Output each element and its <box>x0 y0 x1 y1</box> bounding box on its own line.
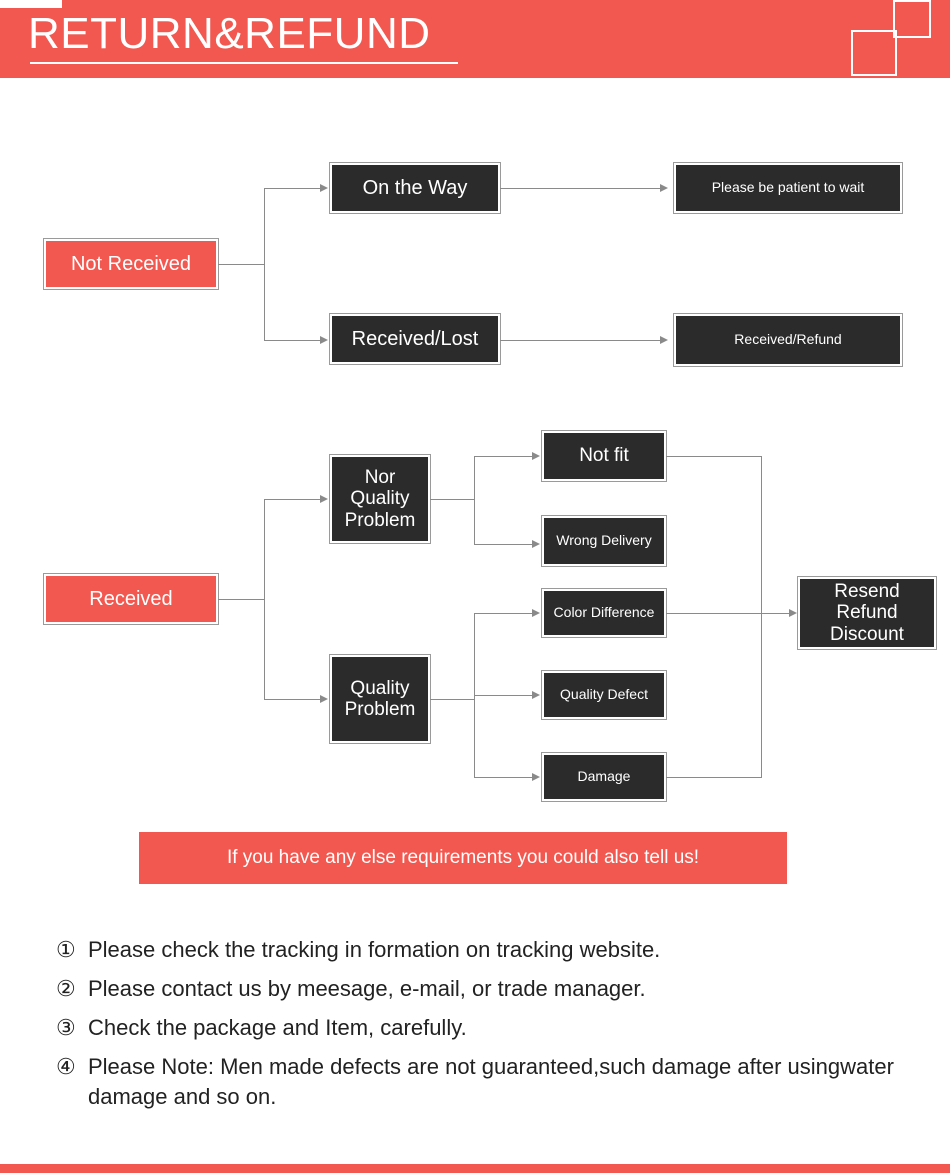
connector-line <box>474 777 534 778</box>
note-number: ① <box>56 937 76 962</box>
connector-line <box>264 340 322 341</box>
connector-arrow <box>532 540 540 548</box>
connector-line <box>474 456 534 457</box>
node-not-fit[interactable]: Not fit <box>542 431 666 481</box>
node-on-the-way[interactable]: On the Way <box>330 163 500 213</box>
connector-line <box>500 188 662 189</box>
connector-line <box>264 188 322 189</box>
node-received[interactable]: Received <box>44 574 218 624</box>
decor-square-large <box>851 30 897 76</box>
header-banner <box>0 0 950 78</box>
node-nor-quality-problem[interactable] <box>330 455 430 543</box>
note-text: Please Note: Men made defects are not guaranteed,such damage after usingwater damage and so on. <box>88 1054 894 1109</box>
note-text: Please check the tracking in formation on tracking website. <box>88 937 661 962</box>
footer-bar <box>0 1164 950 1173</box>
node-quality-problem[interactable] <box>330 655 430 743</box>
node-label-line: Discount <box>830 623 904 645</box>
note-number: ③ <box>56 1015 76 1040</box>
connector-line <box>430 499 474 500</box>
decor-bar <box>0 0 62 8</box>
requirements-banner: If you have any else requirements you could also tell us! <box>139 832 787 884</box>
node-label-line: Problem <box>344 699 416 720</box>
connector-line <box>474 613 534 614</box>
list-item <box>56 935 926 965</box>
connector-line <box>474 544 534 545</box>
list-item <box>56 1013 926 1043</box>
node-label-line: Quality <box>350 677 410 699</box>
node-please-be-patient[interactable]: Please be patient to wait <box>674 163 902 213</box>
node-label-line: Nor <box>364 467 396 489</box>
connector-line <box>666 613 762 614</box>
connector-line <box>666 777 762 778</box>
connector-line <box>264 699 322 700</box>
decor-square-small <box>893 0 931 38</box>
connector-arrow <box>320 336 328 344</box>
node-label-line: Quality <box>350 488 410 510</box>
node-resend-refund-discount[interactable] <box>798 577 936 649</box>
connector-arrow <box>532 773 540 781</box>
connector-line <box>500 340 662 341</box>
connector-line <box>264 499 265 699</box>
node-damage[interactable]: Damage <box>542 753 666 801</box>
list-item <box>56 1052 926 1112</box>
note-text: Please contact us by meesage, e-mail, or trade manager. <box>88 976 646 1001</box>
note-number: ④ <box>56 1054 76 1079</box>
list-item <box>56 974 926 1004</box>
connector-arrow <box>532 691 540 699</box>
connector-line <box>474 456 475 544</box>
page-title: RETURN&REFUND <box>28 9 431 58</box>
connector-arrow <box>320 184 328 192</box>
node-color-difference[interactable]: Color Difference <box>542 589 666 637</box>
notes-list <box>56 935 926 1121</box>
connector-arrow <box>532 452 540 460</box>
node-wrong-delivery[interactable]: Wrong Delivery <box>542 516 666 566</box>
connector-arrow <box>532 609 540 617</box>
note-number: ② <box>56 976 76 1001</box>
connector-line <box>474 695 534 696</box>
node-label-line: Problem <box>344 509 416 531</box>
node-quality-defect[interactable]: Quality Defect <box>542 671 666 719</box>
node-received-lost[interactable]: Received/Lost <box>330 314 500 364</box>
connector-arrow <box>320 495 328 503</box>
connector-line <box>218 264 264 265</box>
node-received-refund[interactable]: Received/Refund <box>674 314 902 366</box>
connector-line <box>761 456 762 777</box>
connector-line <box>264 188 265 340</box>
node-label-line: Resend <box>834 581 900 603</box>
connector-line <box>430 699 474 700</box>
connector-line <box>666 456 762 457</box>
note-text: Check the package and Item, carefully. <box>88 1015 467 1040</box>
node-label-line: Refund <box>836 602 898 624</box>
connector-arrow <box>660 184 668 192</box>
connector-arrow <box>789 609 797 617</box>
connector-line <box>218 599 264 600</box>
connector-line <box>264 499 322 500</box>
connector-arrow <box>320 695 328 703</box>
title-underline <box>30 62 458 64</box>
node-not-received[interactable]: Not Received <box>44 239 218 289</box>
connector-arrow <box>660 336 668 344</box>
